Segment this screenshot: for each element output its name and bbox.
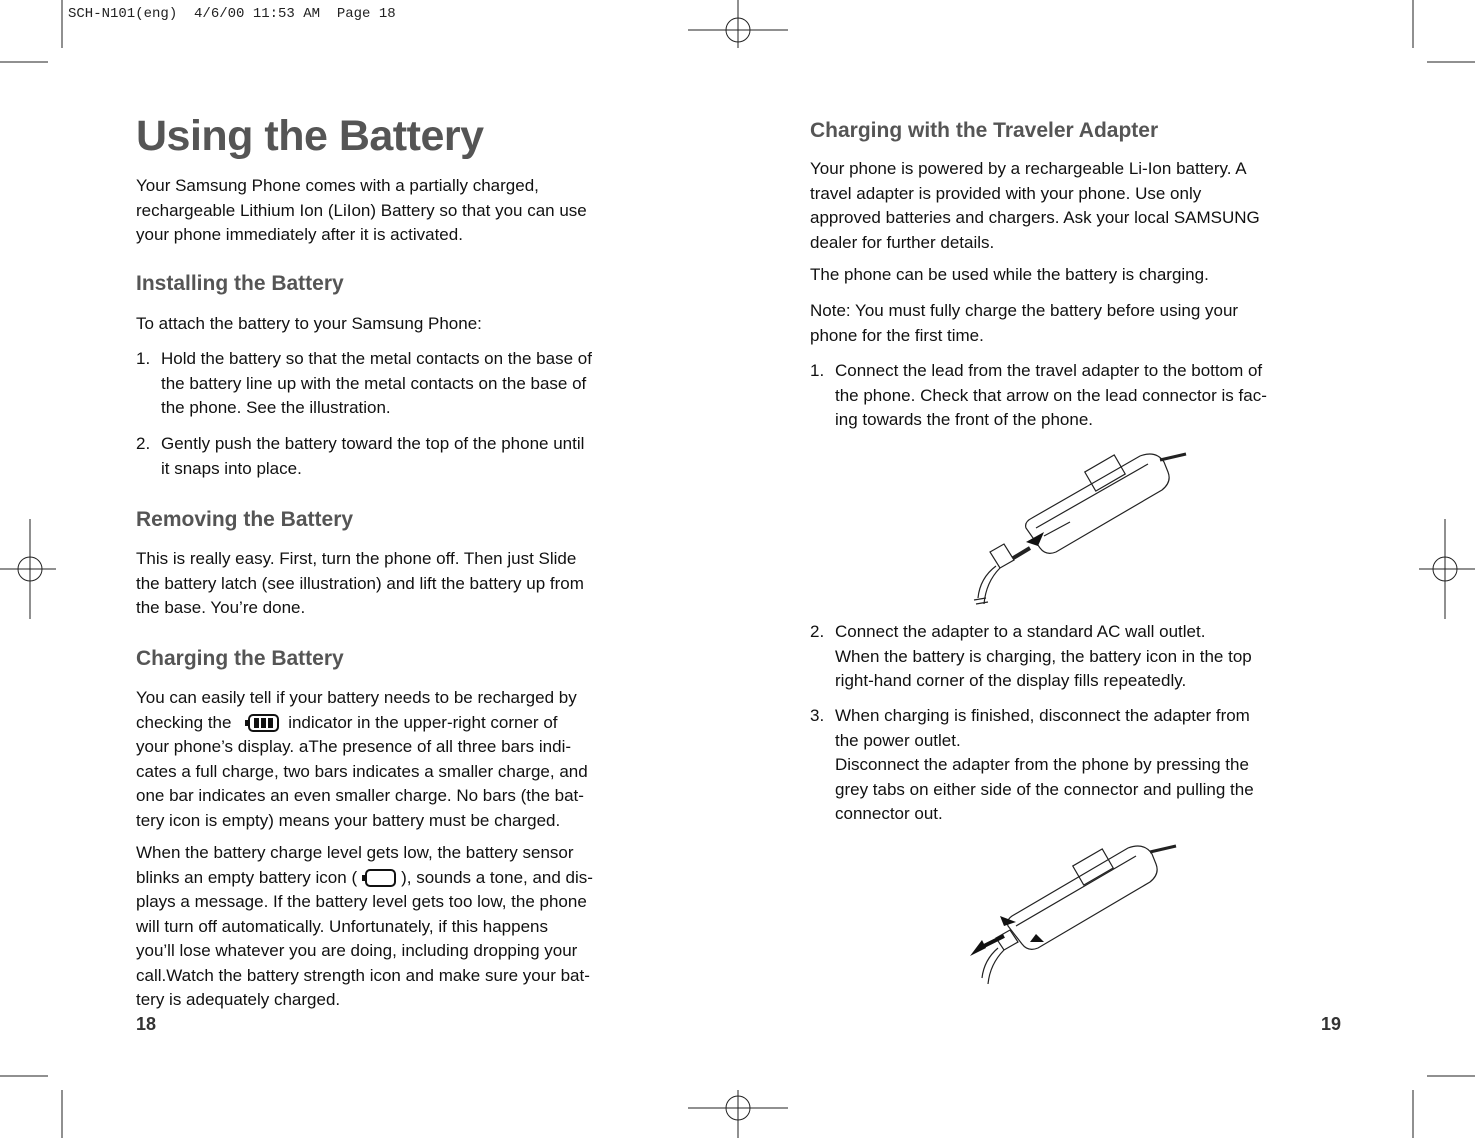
adapter-step-1: 1. Connect the lead from the travel adapter to the bottom of the phone. Check that arrow on the lead connector is fac- ing towards the front of the phone.	[810, 361, 1267, 429]
installing-step-1: 1. Hold the battery so that the metal contacts on the base of the battery line up with the metal contacts on the base of the phone. See the illustration.	[136, 349, 592, 417]
phone-connect-illustration	[960, 448, 1210, 610]
note-paragraph: Note: You must fully charge the battery before using your phone for the first time.	[810, 301, 1239, 345]
removing-heading: Removing the Battery	[136, 508, 354, 531]
installing-heading: Installing the Battery	[136, 272, 344, 295]
adapter-step-3: 3. When charging is finished, disconnect the adapter from the power outlet. Disconnect the adapter from the phone by pressing the grey tabs on either side of the connector and pulling the connector out.	[810, 706, 1254, 823]
page-title: Using the Battery	[136, 112, 484, 160]
installing-lead: To attach the battery to your Samsung Phone:	[136, 314, 482, 333]
adapter-step-2: 2. Connect the adapter to a standard AC wall outlet. When the battery is charging, the battery icon in the top right-hand corner of the display fills repeatedly.	[810, 622, 1252, 690]
charging-paragraph-2: When the battery charge level gets low, the battery sensor blinks an empty battery icon ( ), sounds a tone, and dis- plays a message. If the battery level gets too low, the phone will turn off automatically. Unfortunately, if this happens you’ll lose whatever you are doing, including dropping your call.Watch the battery strength icon and make sure your bat- tery is adequately charged.	[136, 843, 593, 1009]
charging-heading: Charging the Battery	[136, 647, 344, 670]
page-number-right: 19	[1321, 1014, 1342, 1034]
page-number-left: 18	[136, 1014, 157, 1034]
intro-paragraph: Your Samsung Phone comes with a partially charged, rechargeable Lithium Ion (LiIon) Battery so that you can use your phone immediately after it is activated.	[136, 176, 587, 244]
adapter-paragraph-2: The phone can be used while the battery is charging.	[810, 265, 1209, 284]
full-battery-icon	[244, 714, 280, 732]
adapter-paragraph-1: Your phone is powered by a rechargeable Li-Ion battery. A travel adapter is provided with your phone. Use only approved batteries and chargers. Ask your local SAMSUNG dealer for further details.	[810, 159, 1260, 252]
removing-paragraph: This is really easy. First, turn the phone off. Then just Slide the battery latch (see illustration) and lift the battery up from the base. You’re done.	[136, 549, 584, 617]
empty-battery-icon	[361, 869, 397, 887]
traveler-adapter-heading: Charging with the Traveler Adapter	[810, 119, 1159, 142]
print-slug: SCH-N101(eng) 4/6/00 11:53 AM Page 18	[68, 6, 396, 22]
charging-paragraph-1: You can easily tell if your battery needs to be recharged by checking the indicator in the upper-right corner of your phone’s display. aThe presence of all three bars indi- cates a full charge, two bars indicates a smaller charge, and one bar indicates an even smaller charge. No bars (the bat- tery icon is empty) means your battery must be charged.	[136, 688, 588, 830]
installing-step-2: 2. Gently push the battery toward the top of the phone until it snaps into place.	[136, 434, 585, 478]
phone-disconnect-illustration	[960, 838, 1210, 988]
